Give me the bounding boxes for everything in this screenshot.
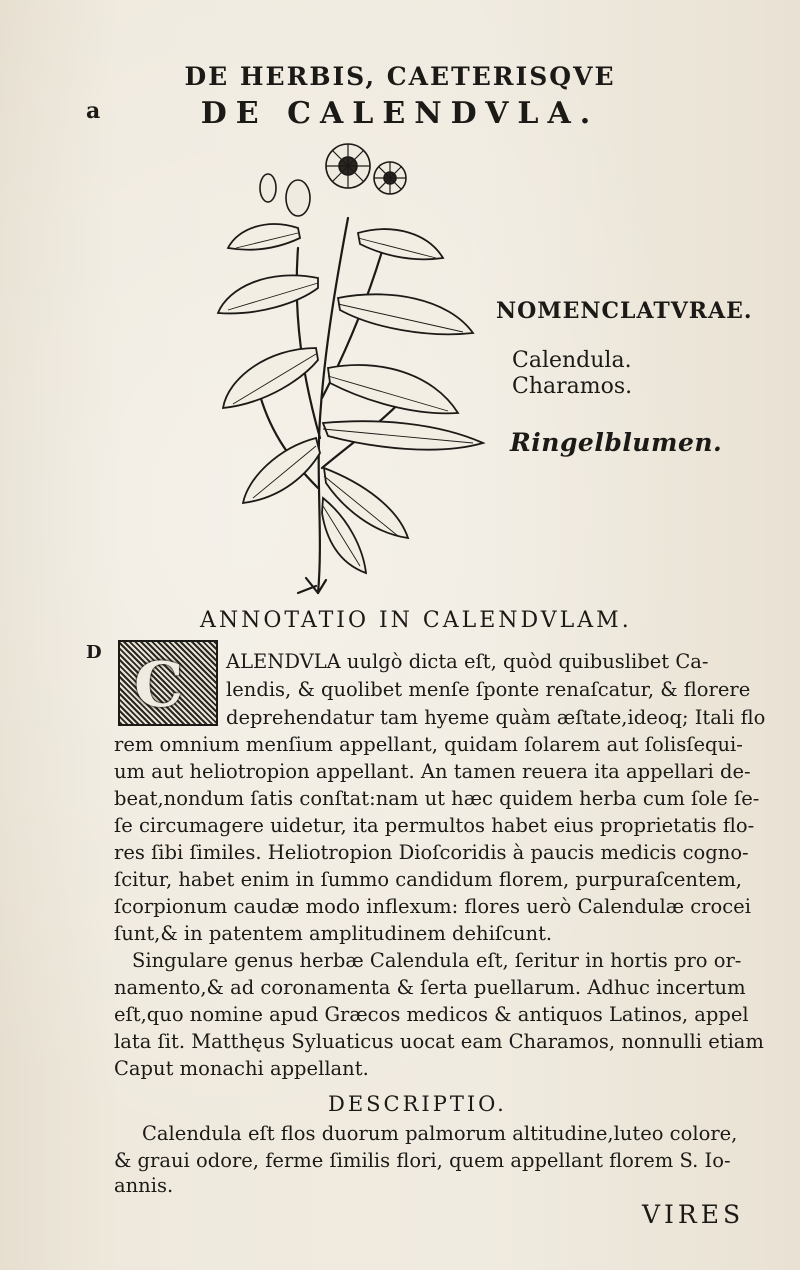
annotation-line: um aut heliotropion appellant. An tamen reuera ita appellari de- xyxy=(114,760,751,783)
catchword: VIRES xyxy=(642,1200,745,1229)
nomenclature-greek: Charamos. xyxy=(512,374,633,399)
annotation-line: deprehendatur tam hyeme quàm æſtate,ideoq; Itali flo xyxy=(226,706,766,729)
chapter-title: DE CALENDVLA. xyxy=(200,96,600,131)
annotation-line: rem omnium menſium appellant, quidam ſolarem aut ſolisſequi- xyxy=(114,733,743,756)
nomenclature-latin: Calendula. xyxy=(512,348,632,373)
descriptio-line: Calendula eſt flos duorum palmorum altitudine,luteo colore, xyxy=(142,1122,738,1145)
descriptio-heading: DESCRIPTIO. xyxy=(328,1092,507,1116)
calendula-woodcut-illustration xyxy=(198,138,498,598)
annotation-line: res ſibi ſimiles. Heliotropion Dioſcoridis à paucis medicis cogno- xyxy=(114,841,749,864)
running-head: DE HERBIS, CAETERISQVE xyxy=(184,62,616,91)
decorated-initial xyxy=(118,640,218,726)
annotation-line: ALENDVLA uulgò dicta eſt, quòd quibuslibet Ca- xyxy=(226,650,709,673)
guide-letter: D xyxy=(86,642,102,663)
annotation-line: ſcorpionum caudæ modo inflexum: flores uerò Calendulæ crocei xyxy=(114,895,751,918)
annotation-line: ſunt,& in patentem amplitudinem dehiſcunt. xyxy=(114,922,553,945)
annotation-line: Caput monachi appellant. xyxy=(114,1057,369,1080)
annotation-line: beat,nondum ſatis conſtat:nam ut hæc quidem herba cum ſole ſe- xyxy=(114,787,760,810)
descriptio-line: & graui odore, ferme ſimilis flori, quem appellant florem S. Io- xyxy=(114,1149,731,1172)
annotation-line: lata ſit. Matthęus Syluaticus uocat eam Charamos, nonnulli etiam xyxy=(114,1030,764,1053)
nomenclature-heading: NOMENCLATVRAE. xyxy=(496,298,753,324)
annotation-line: eſt,quo nomine apud Græcos medicos & antiquos Latinos, appel xyxy=(114,1003,749,1026)
descriptio-line: annis. xyxy=(114,1174,174,1197)
nomenclature-german: Ringelblumen. xyxy=(510,428,723,457)
annotation-line: ſe circumagere uidetur, ita permultos habet eius proprietatis flo- xyxy=(114,814,755,837)
annotation-line: namento,& ad coronamenta & ſerta puellarum. Adhuc incertum xyxy=(114,976,746,999)
annotation-heading: ANNOTATIO IN CALENDVLAM. xyxy=(200,608,632,633)
initial-letter: C xyxy=(134,648,184,721)
annotation-line: ſcitur, habet enim in ſummo candidum florem, purpuraſcentem, xyxy=(114,868,743,891)
signature-mark: a xyxy=(86,98,101,124)
annotation-line: Singulare genus herbæ Calendula eſt, ſeritur in hortis pro or- xyxy=(132,949,742,972)
annotation-line: lendis, & quolibet menſe ſponte renaſcatur, & florere xyxy=(226,678,751,701)
